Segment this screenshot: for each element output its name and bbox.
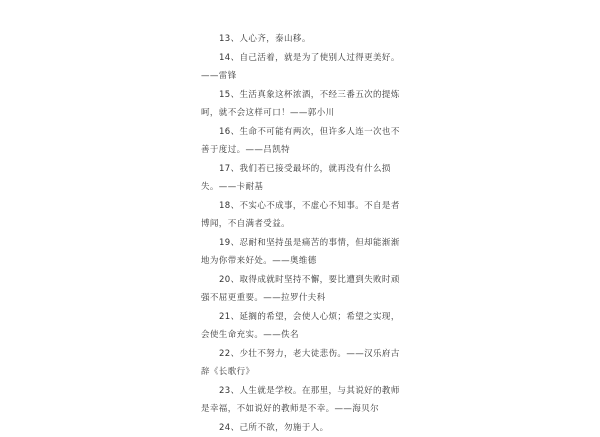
quote-23: 23、人生就是学校。在那里，与其说好的教师是幸福，不如说好的教师是不幸。——海贝尔 xyxy=(201,382,401,419)
quote-list xyxy=(201,30,401,437)
quote-19: 19、忍耐和坚持虽是痛苦的事情，但却能渐渐地为你带来好处。——奥维德 xyxy=(201,234,401,271)
quote-13: 13、人心齐，泰山移。 xyxy=(201,30,401,49)
quote-24: 24、己所不欲，勿施于人。 xyxy=(201,419,401,437)
quote-16: 16、生命不可能有两次，但许多人连一次也不善于度过。——吕凯特 xyxy=(201,123,401,160)
quote-17: 17、我们若已接受最坏的，就再没有什么损失。——卡耐基 xyxy=(201,160,401,197)
quote-15: 15、生活真象这杯浓酒，不经三番五次的提炼呵，就不会这样可口！——郭小川 xyxy=(201,86,401,123)
quote-21: 21、延搁的希望，会使人心烦；希望之实现，会使生命充实。——佚名 xyxy=(201,308,401,345)
quote-18: 18、不实心不成事，不虚心不知事。不自是者博闻，不自满者受益。 xyxy=(201,197,401,234)
quote-20: 20、取得成就时坚持不懈，要比遭到失败时顽强不屈更重要。——拉罗什夫科 xyxy=(201,271,401,308)
quote-22: 22、少壮不努力，老大徒悲伤。——汉乐府古辞《长歌行》 xyxy=(201,345,401,382)
quote-14: 14、自己活着，就是为了使别人过得更美好。——雷锋 xyxy=(201,49,401,86)
